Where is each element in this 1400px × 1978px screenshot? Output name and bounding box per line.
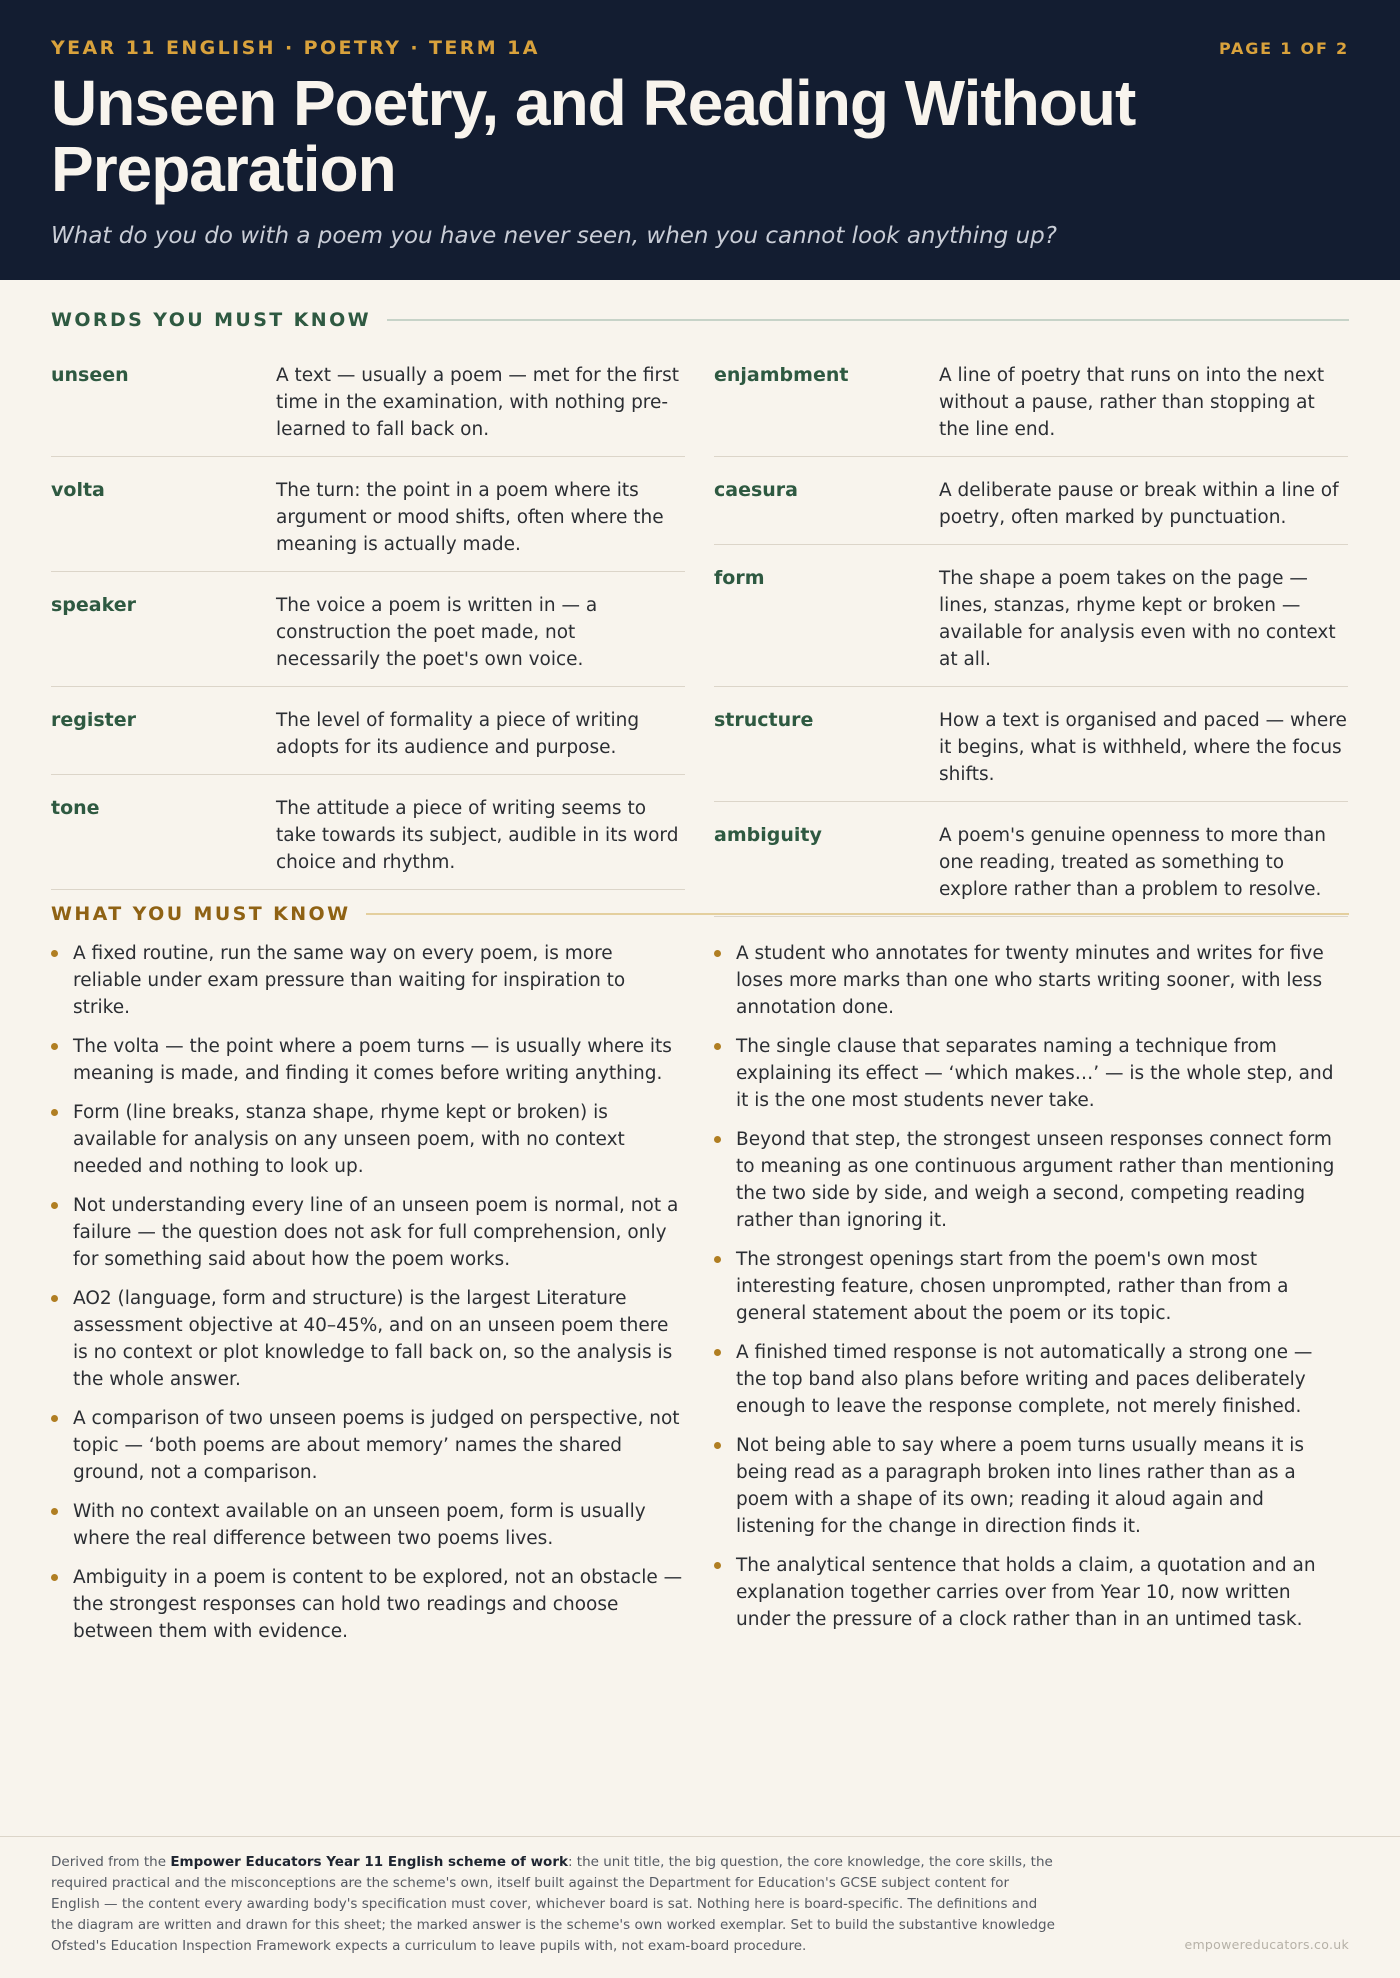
- knowledge-text: The strongest openings start from the poem's own most interesting feature, chosen unprompted, rather than from a general statement about the poem or its topic.: [736, 1249, 1289, 1324]
- page-number: PAGE 1 OF 2: [1218, 39, 1349, 58]
- vocab-term: unseen: [51, 364, 129, 386]
- footer-site-url: empowereducators.co.uk: [1184, 1937, 1349, 1952]
- vocab-row: [51, 699, 685, 775]
- knowledge-item: [51, 940, 685, 1021]
- knowledge-item: [714, 1552, 1348, 1633]
- footer-divider: [0, 1836, 1400, 1837]
- knowledge-item: [51, 1405, 685, 1486]
- knowledge-item: [51, 1564, 685, 1645]
- bullet-dot-icon: [714, 1442, 721, 1449]
- knowledge-heading-rule: [366, 913, 1349, 915]
- knowledge-text: Not being able to say where a poem turns usually means it is being read as a paragraph broken into lines rather than as a poem with a shape of its own; reading it aloud again and listening for the change in direction finds it.: [736, 1435, 1304, 1537]
- vocab-section-heading: [51, 309, 1349, 331]
- vocab-definition: The voice a poem is written in — a construction the poet made, not necessarily the poet's own voice.: [276, 595, 598, 670]
- knowledge-item: [714, 940, 1348, 1021]
- vocab-heading-rule: [387, 319, 1349, 321]
- vocab-list-left: [51, 354, 685, 902]
- big-question: What do you do with a poem you have never seen, when you cannot look anything up?: [51, 223, 1057, 249]
- vocab-row: [51, 469, 685, 572]
- vocab-list-right: [714, 354, 1348, 929]
- vocab-term: form: [714, 567, 765, 589]
- knowledge-item: [714, 1033, 1348, 1114]
- vocab-row: [714, 354, 1348, 457]
- knowledge-list-right: [714, 940, 1348, 1645]
- vocab-term: ambiguity: [714, 824, 822, 846]
- knowledge-item: [714, 1339, 1348, 1420]
- source-note-prefix: Derived from the: [51, 1854, 171, 1870]
- bullet-dot-icon: [714, 1256, 721, 1263]
- bullet-dot-icon: [51, 1202, 58, 1209]
- knowledge-item: [51, 1033, 685, 1087]
- vocab-term: tone: [51, 797, 100, 819]
- vocab-heading-label: WORDS YOU MUST KNOW: [51, 309, 372, 331]
- vocab-term: speaker: [51, 594, 136, 616]
- knowledge-text: A finished timed response is not automatically a strong one — the top band also plans before writing and paces deliberately enough to leave the response complete, not merely finished.: [736, 1342, 1313, 1417]
- vocab-row: [714, 814, 1348, 917]
- bullet-dot-icon: [714, 1136, 721, 1143]
- vocab-row: [51, 354, 685, 457]
- bullet-dot-icon: [51, 1295, 58, 1302]
- knowledge-item: [51, 1285, 685, 1393]
- knowledge-text: Ambiguity in a poem is content to be explored, not an obstacle — the strongest responses can hold two readings and choose between them with evidence.: [73, 1567, 683, 1642]
- vocab-definition: The level of formality a piece of writing adopts for its audience and purpose.: [276, 710, 640, 758]
- knowledge-item: [714, 1246, 1348, 1327]
- page-title: Unseen Poetry, and Reading Without Preparation: [51, 67, 1136, 205]
- vocab-term: register: [51, 709, 137, 731]
- vocab-row: [51, 584, 685, 687]
- bullet-dot-icon: [714, 1349, 721, 1356]
- page-header: [0, 0, 1400, 280]
- vocab-term: enjambment: [714, 364, 849, 386]
- vocab-definition: The turn: the point in a poem where its argument or mood shifts, often where the meaning is actually made.: [276, 480, 664, 555]
- course-kicker: YEAR 11 ENGLISH · POETRY · TERM 1A: [51, 37, 540, 59]
- vocab-definition: A text — usually a poem — met for the first time in the examination, with nothing pre-learned to fall back on.: [276, 365, 680, 440]
- knowledge-text: Form (line breaks, stanza shape, rhyme kept or broken) is available for analysis on any unseen poem, with no context needed and nothing to look up.: [73, 1102, 625, 1177]
- knowledge-list-left: [51, 940, 685, 1657]
- knowledge-text: The volta — the point where a poem turns — is usually where its meaning is made, and finding it comes before writing anything.: [73, 1036, 672, 1084]
- bullet-dot-icon: [714, 950, 721, 957]
- bullet-dot-icon: [51, 1109, 58, 1116]
- knowledge-heading-label: WHAT YOU MUST KNOW: [51, 903, 351, 925]
- vocab-term: structure: [714, 709, 814, 731]
- vocab-definition: A line of poetry that runs on into the next without a pause, rather than stopping at the line end.: [939, 365, 1325, 440]
- bullet-dot-icon: [51, 1043, 58, 1050]
- vocab-row: [714, 699, 1348, 802]
- vocab-term: caesura: [714, 479, 798, 501]
- bullet-dot-icon: [51, 1508, 58, 1515]
- vocab-row: [714, 557, 1348, 687]
- knowledge-text: Not understanding every line of an unseen poem is normal, not a failure — the question does not ask for full comprehension, only for something said about how the poem works.: [73, 1195, 679, 1270]
- knowledge-text: The single clause that separates naming a technique from explaining its effect — ‘which makes…’ — is the whole step, and it is the one most students never take.: [736, 1036, 1334, 1111]
- source-note: [51, 1852, 1061, 1957]
- knowledge-text: AO2 (language, form and structure) is the largest Literature assessment objective at 40–45%, and on an unseen poem there is no context or plot knowledge to fall back on, so the analysis is the whole answer.: [73, 1288, 673, 1390]
- vocab-definition: The shape a poem takes on the page — lines, stanzas, rhyme kept or broken — available for analysis even with no context at all.: [939, 568, 1336, 670]
- vocab-definition: A poem's genuine openness to more than one reading, treated as something to explore rather than a problem to resolve.: [939, 825, 1327, 900]
- vocab-definition: How a text is organised and paced — where it begins, what is withheld, where the focus shifts.: [939, 710, 1347, 785]
- bullet-dot-icon: [714, 1043, 721, 1050]
- vocab-definition: The attitude a piece of writing seems to take towards its subject, audible in its word choice and rhythm.: [276, 798, 679, 873]
- knowledge-item: [51, 1192, 685, 1273]
- vocab-row: [714, 469, 1348, 545]
- knowledge-text: The analytical sentence that holds a claim, a quotation and an explanation together carries over from Year 10, now written under the pressure of a clock rather than in an untimed task.: [736, 1555, 1316, 1630]
- knowledge-text: Beyond that step, the strongest unseen responses connect form to meaning as one continuous argument rather than mentioning the two side by side, and weigh a second, competing reading rather than ignoring it.: [736, 1129, 1335, 1231]
- knowledge-text: A comparison of two unseen poems is judged on perspective, not topic — ‘both poems are about memory’ names the shared ground, not a comparison.: [73, 1408, 680, 1483]
- bullet-dot-icon: [51, 950, 58, 957]
- source-note-scheme: Empower Educators Year 11 English scheme of work: [170, 1854, 568, 1870]
- vocab-definition: A deliberate pause or break within a line of poetry, often marked by punctuation.: [939, 480, 1339, 528]
- bullet-dot-icon: [51, 1415, 58, 1422]
- vocab-term: volta: [51, 479, 105, 501]
- bullet-dot-icon: [51, 1574, 58, 1581]
- knowledge-text: With no context available on an unseen poem, form is usually where the real difference between two poems lives.: [73, 1501, 646, 1549]
- knowledge-item: [714, 1126, 1348, 1234]
- knowledge-item: [714, 1432, 1348, 1540]
- knowledge-item: [51, 1099, 685, 1180]
- vocab-row: [51, 787, 685, 890]
- source-note-body: : the unit title, the big question, the core knowledge, the core skills, the required practical and the misconceptions are the scheme's own, itself built against the Department for Education's GCSE subject content for English — the content every awarding body's specification must cover, whichever board is sat. Nothing here is board-specific. The definitions and the diagram are written and drawn for this sheet; the marked answer is the scheme's own worked exemplar. Set to build the substantive knowledge Ofsted's Education Inspection Framework expects a curriculum to leave pupils with, not exam-board procedure.: [51, 1854, 1055, 1954]
- bullet-dot-icon: [714, 1562, 721, 1569]
- knowledge-section-heading: [51, 903, 1349, 925]
- knowledge-text: A student who annotates for twenty minutes and writes for five loses more marks than one who starts writing sooner, with less annotation done.: [736, 943, 1324, 1018]
- knowledge-text: A fixed routine, run the same way on every poem, is more reliable under exam pressure than waiting for inspiration to strike.: [73, 943, 626, 1018]
- knowledge-item: [51, 1498, 685, 1552]
